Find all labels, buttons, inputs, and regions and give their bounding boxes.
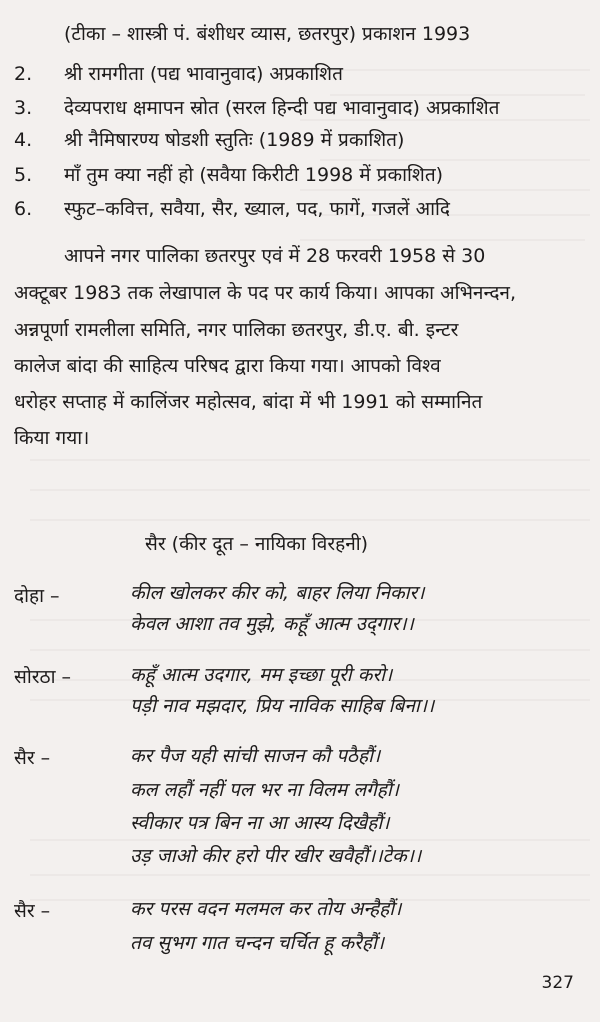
page-number: 327 <box>541 973 574 993</box>
list-item-number: 5. <box>14 164 33 186</box>
list-item-text: माँ तुम क्या नहीं हो (सवैया किरीटी 1998 में प्रकाशित) <box>64 164 444 186</box>
bio-line: कालेज बांदा की साहित्य परिषद द्वारा किया गया। आपको विश्व <box>14 355 441 377</box>
list-item-text: देव्यपराध क्षमापन स्रोत (सरल हिन्दी पद्य भावानुवाद) अप्रकाशित <box>64 97 500 119</box>
verse-line: कील खोलकर कीर को, बाहर लिया निकार। <box>130 582 425 604</box>
list-item-number: 2. <box>14 63 33 85</box>
verse-line: पड़ी नाव मझदार, प्रिय नाविक साहिब बिना।। <box>130 695 435 717</box>
bio-line: धरोहर सप्ताह में कालिंजर महोत्सव, बांदा में भी 1991 को सम्मानित <box>14 391 483 413</box>
poem-title: सैर (कीर दूत – नायिका विरहनी) <box>145 533 369 555</box>
verse-line: कर पैज यही सांची साजन कौ पठैहौं। <box>130 745 381 767</box>
list-item-text: स्फुट–कवित्त, सवैया, सैर, ख्याल, पद, फागें, गजलें आदि <box>64 198 450 220</box>
list-item-number: 6. <box>14 198 33 220</box>
stanza-label: दोहा – <box>14 585 60 607</box>
verse-line: कर परस वदन मलमल कर तोय अन्हैहौं। <box>130 898 402 920</box>
bio-line: किया गया। <box>14 427 90 449</box>
stanza-label: सैर – <box>14 900 51 922</box>
bio-line: अन्नपूर्णा रामलीला समिति, नगर पालिका छतरपुर, डी.ए. बी. इन्टर <box>14 319 459 341</box>
bio-line: आपने नगर पालिका छतरपुर एवं में 28 फरवरी 1958 से 30 <box>64 245 486 267</box>
verse-line: कल लहौं नहीं पल भर ना विलम लगैहौं। <box>130 779 399 801</box>
verse-line: केवल आशा तव मुझे, कहूँ आत्म उद्‌गार।। <box>130 613 414 635</box>
verse-line: उड़ जाओ कीर हरो पीर खीर खवैहौं।।टेक।। <box>130 845 422 867</box>
stanza-label: सोरठा – <box>14 666 72 688</box>
verse-line: तव सुभग गात चन्दन चर्चित हू करैहौं। <box>130 932 385 954</box>
stanza-label: सैर – <box>14 747 51 769</box>
list-item-number: 4. <box>14 129 33 151</box>
verse-line: स्वीकार पत्र बिन ना आ आस्य दिखैहौं। <box>130 812 390 834</box>
bio-line: अक्टूबर 1983 तक लेखापाल के पद पर कार्य किया। आपका अभिनन्दन, <box>14 282 517 304</box>
verse-line: कहूँ आत्म उदगार, मम इच्छा पूरी करो। <box>130 664 393 686</box>
list-item-text: श्री नैमिषारण्य षोडशी स्तुतिः (1989 में प्रकाशित) <box>64 129 405 151</box>
list-item-number: 3. <box>14 97 33 119</box>
works-continuation-line: (टीका – शास्त्री पं. बंशीधर व्यास, छतरपुर) प्रकाशन 1993 <box>64 23 471 45</box>
list-item-text: श्री रामगीता (पद्य भावानुवाद) अप्रकाशित <box>64 63 343 85</box>
